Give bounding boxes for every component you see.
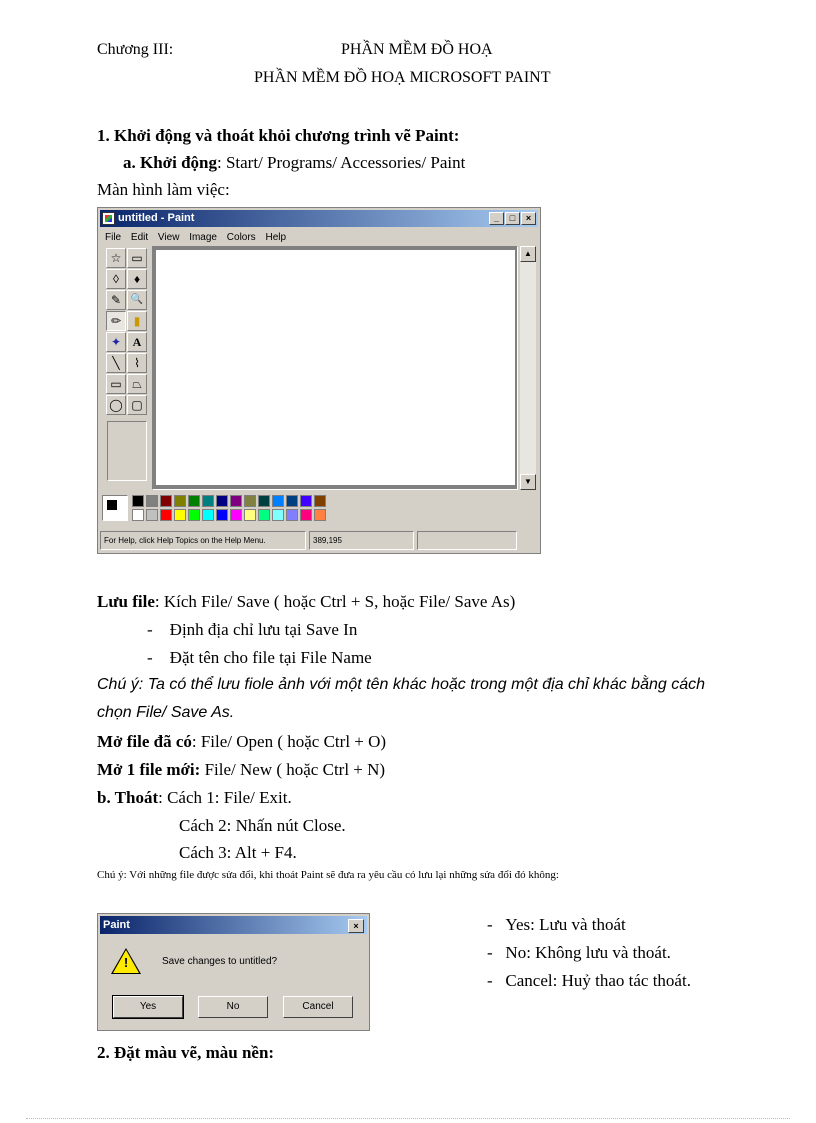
save-dialog — [97, 913, 370, 1031]
menu-help[interactable]: Help — [265, 232, 287, 243]
start-label: a. Khởi động — [123, 153, 217, 172]
option-yes: - Yes: Lưu và thoát — [487, 915, 626, 934]
foreground-color[interactable] — [106, 499, 118, 511]
page-divider — [26, 1118, 790, 1119]
close-button[interactable]: × — [521, 212, 536, 225]
color-swatch[interactable] — [244, 509, 256, 521]
option-no-text: No: Không lưu và thoát. — [505, 943, 671, 962]
eraser-icon[interactable]: ◊ — [106, 269, 126, 289]
color-swatch[interactable] — [174, 495, 186, 507]
dialog-titlebar — [100, 916, 367, 934]
save-bullet-2: - Đặt tên cho file tại File Name — [147, 648, 372, 667]
save-note-2: chọn File/ Save As. — [97, 704, 235, 721]
dialog-close-button[interactable]: × — [348, 919, 364, 933]
status-help: For Help, click Help Topics on the Help Menu. — [100, 531, 306, 550]
airbrush-icon[interactable]: ✦ — [106, 332, 126, 352]
polygon-icon[interactable]: ⏢ — [127, 374, 147, 394]
canvas-area — [152, 246, 518, 490]
color-palette — [102, 493, 538, 527]
magnifier-icon[interactable]: 🔍 — [127, 290, 147, 310]
option-yes-text: Yes: Lưu và thoát — [505, 915, 626, 934]
scroll-up-icon[interactable]: ▲ — [520, 246, 536, 262]
color-swatch[interactable] — [230, 495, 242, 507]
color-swatch[interactable] — [272, 509, 284, 521]
save-label: Lưu file — [97, 592, 155, 611]
status-coords: 389,195 — [309, 531, 414, 550]
start-path: : Start/ Programs/ Accessories/ Paint — [216, 153, 466, 172]
color-swatch[interactable] — [188, 509, 200, 521]
no-button[interactable]: No — [198, 996, 268, 1018]
new-text: File/ New ( hoặc Ctrl + N) — [200, 760, 386, 779]
save-note-1: Chú ý: Ta có thể lưu fiole ảnh với một tên khác hoặc trong một địa chỉ khác bằng cách — [97, 676, 706, 693]
pencil-icon[interactable]: ✏ — [106, 311, 126, 331]
drawing-canvas[interactable] — [156, 250, 515, 485]
chapter-title: PHẦN MỀM ĐỒ HOẠ — [341, 41, 493, 58]
save-bullet-1-text: Định địa chỉ lưu tại Save In — [169, 620, 358, 639]
new-line — [97, 760, 385, 780]
color-swatch[interactable] — [188, 495, 200, 507]
status-bar — [100, 531, 538, 551]
free-select-icon[interactable]: ☆ — [106, 248, 126, 268]
paint-title: untitled - Paint — [118, 212, 195, 224]
menu-file[interactable]: File — [105, 232, 122, 243]
color-swatch[interactable] — [286, 495, 298, 507]
menu-colors[interactable]: Colors — [226, 232, 256, 243]
brush-icon[interactable]: ▮ — [127, 311, 147, 331]
minimize-button[interactable]: _ — [489, 212, 504, 225]
exit-way1: : Cách 1: File/ Exit. — [158, 788, 292, 807]
save-text: : Kích File/ Save ( hoặc Ctrl + S, hoặc File/ Save As) — [154, 592, 516, 611]
paint-menubar — [100, 229, 538, 246]
status-size — [417, 531, 517, 550]
open-label: Mở file đã có — [97, 732, 192, 751]
menu-view[interactable]: View — [157, 232, 180, 243]
color-swatch[interactable] — [244, 495, 256, 507]
menu-edit[interactable]: Edit — [130, 232, 149, 243]
tool-options[interactable] — [107, 421, 147, 481]
yes-button[interactable]: Yes — [113, 996, 183, 1018]
dialog-title: Paint — [103, 919, 130, 931]
color-swatch[interactable] — [132, 495, 144, 507]
line-icon[interactable]: ╲ — [106, 353, 126, 373]
option-no: - No: Không lưu và thoát. — [487, 943, 671, 962]
maximize-button[interactable]: □ — [505, 212, 520, 225]
color-swatch[interactable] — [174, 509, 186, 521]
rectangle-icon[interactable]: ▭ — [106, 374, 126, 394]
color-swatch[interactable] — [300, 509, 312, 521]
select-icon[interactable]: ▭ — [127, 248, 147, 268]
start-line — [123, 153, 465, 173]
section2-heading: 2. Đặt màu vẽ, màu nền: — [97, 1043, 275, 1062]
save-bullet-1: - Định địa chỉ lưu tại Save In — [147, 620, 358, 639]
new-label: Mở 1 file mới: — [97, 760, 201, 779]
exit-label: b. Thoát — [97, 788, 159, 807]
color-swatch[interactable] — [160, 509, 172, 521]
cancel-button[interactable]: Cancel — [283, 996, 353, 1018]
picker-icon[interactable]: ✎ — [106, 290, 126, 310]
color-swatch[interactable] — [258, 509, 270, 521]
fill-icon[interactable]: ♦ — [127, 269, 147, 289]
open-text: : File/ Open ( hoặc Ctrl + O) — [191, 732, 387, 751]
color-swatch[interactable] — [160, 495, 172, 507]
rounded-rect-icon[interactable]: ▢ — [127, 395, 147, 415]
warning-mark: ! — [123, 955, 129, 970]
color-swatch[interactable] — [202, 495, 214, 507]
menu-image[interactable]: Image — [189, 232, 217, 243]
color-swatch[interactable] — [258, 495, 270, 507]
color-swatch[interactable] — [272, 495, 284, 507]
scroll-down-icon[interactable]: ▼ — [520, 474, 536, 490]
paint-titlebar — [100, 210, 538, 227]
exit-way2: Cách 2: Nhấn nút Close. — [179, 816, 346, 835]
workspace-label: Màn hình làm việc: — [97, 180, 230, 199]
color-swatch[interactable] — [300, 495, 312, 507]
chapter-label: Chương III: — [97, 41, 174, 58]
paint-window — [97, 207, 541, 554]
vertical-scrollbar[interactable] — [520, 246, 536, 490]
save-line — [97, 592, 515, 612]
resize-grip-icon[interactable] — [520, 531, 538, 550]
option-cancel-text: Cancel: Huỷ thao tác thoát. — [505, 971, 691, 990]
text-tool-icon[interactable]: A — [127, 332, 147, 352]
color-swatch[interactable] — [286, 509, 298, 521]
curve-icon[interactable]: ⌇ — [127, 353, 147, 373]
ellipse-icon[interactable]: ◯ — [106, 395, 126, 415]
color-swatch[interactable] — [146, 495, 158, 507]
open-line — [97, 732, 386, 752]
color-swatch[interactable] — [202, 509, 214, 521]
paint-app-icon — [102, 212, 115, 225]
option-cancel: - Cancel: Huỷ thao tác thoát. — [487, 971, 691, 990]
page-title: PHẦN MỀM ĐỒ HOẠ MICROSOFT PAINT — [254, 69, 551, 86]
color-swatch[interactable] — [314, 495, 326, 507]
current-colors[interactable] — [102, 495, 128, 521]
dialog-message: Save changes to untitled? — [162, 956, 278, 967]
warning-icon — [111, 948, 141, 974]
section1-heading: 1. Khởi động và thoát khỏi chương trình vẽ Paint: — [97, 126, 460, 145]
color-swatch[interactable] — [230, 509, 242, 521]
exit-way3: Cách 3: Alt + F4. — [179, 843, 297, 862]
color-swatch[interactable] — [132, 509, 144, 521]
color-swatch[interactable] — [314, 509, 326, 521]
color-swatch[interactable] — [216, 495, 228, 507]
save-bullet-2-text: Đặt tên cho file tại File Name — [169, 648, 372, 667]
color-swatch[interactable] — [216, 509, 228, 521]
exit-line — [97, 788, 292, 808]
color-swatch[interactable] — [146, 509, 158, 521]
exit-note: Chú ý: Với những file được sửa đổi, khi thoát Paint sẽ đưa ra yêu cầu có lưu lại những sửa đổi đó không: — [97, 869, 559, 881]
